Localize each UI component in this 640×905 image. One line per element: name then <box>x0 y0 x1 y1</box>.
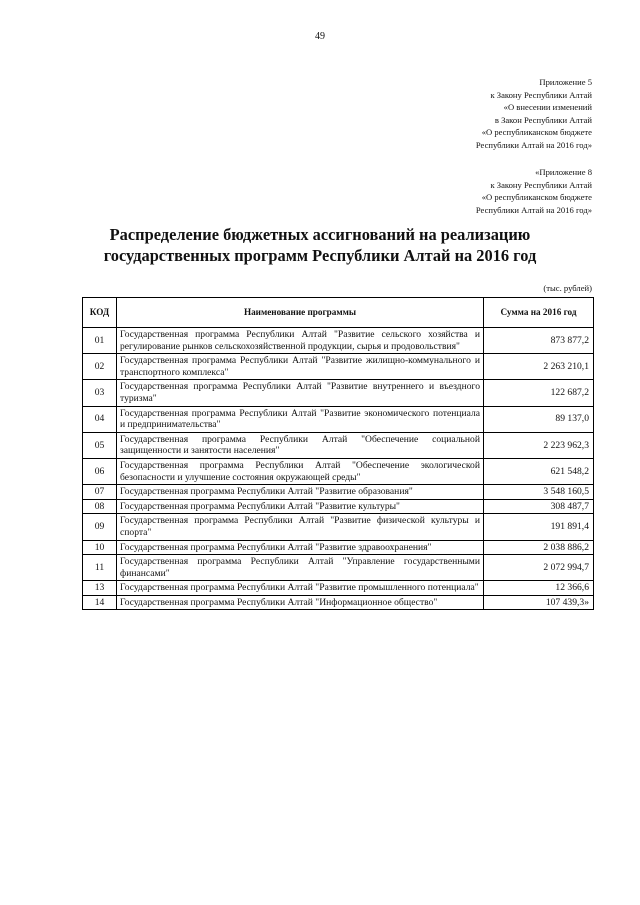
program-amount: 2 223 962,3 <box>484 432 594 458</box>
appendix-line: «О республиканском бюджете <box>481 192 592 203</box>
table-row <box>83 581 594 596</box>
program-name: Государственная программа Республики Алтай "Развитие сельского хозяйства и регулирование рынков сельскохозяйственной продукции, сырья и продовольствия" <box>117 328 484 354</box>
program-amount: 2 263 210,1 <box>484 354 594 380</box>
appendix-line: к Закону Республики Алтай <box>490 179 592 190</box>
program-name: Государственная программа Республики Алтай "Развитие внутреннего и въездного туризма" <box>117 380 484 406</box>
budget-allocation-table <box>82 297 594 610</box>
appendix-line: в Закон Республики Алтай <box>494 114 592 125</box>
program-name: Государственная программа Республики Алтай "Развитие образования" <box>117 485 484 500</box>
title-line: Распределение бюджетных ассигнований на реализацию <box>109 225 531 244</box>
appendix-line: «О внесении изменений <box>503 102 592 113</box>
units-note: (тыс. рублей) <box>543 283 592 293</box>
program-code: 13 <box>83 581 117 596</box>
program-amount: 308 487,7 <box>484 499 594 514</box>
program-name: Государственная программа Республики Алтай "Развитие физической культуры и спорта" <box>117 514 484 540</box>
appendix-8-reference <box>476 166 592 216</box>
program-amount: 873 877,2 <box>484 328 594 354</box>
table-row <box>83 595 594 610</box>
program-code: 09 <box>83 514 117 540</box>
program-code: 04 <box>83 406 117 432</box>
program-amount: 191 891,4 <box>484 514 594 540</box>
table-row <box>83 485 594 500</box>
appendix-line: Республики Алтай на 2016 год» <box>475 204 592 215</box>
table-row <box>83 514 594 540</box>
header-program-name: Наименование программы <box>117 298 484 328</box>
table-row <box>83 328 594 354</box>
page-number: 49 <box>315 31 325 42</box>
program-code: 05 <box>83 432 117 458</box>
program-code: 01 <box>83 328 117 354</box>
header-amount: Сумма на 2016 год <box>484 298 594 328</box>
program-code: 11 <box>83 555 117 581</box>
program-code: 03 <box>83 380 117 406</box>
table-header-row <box>83 298 594 328</box>
appendix-line: «Приложение 8 <box>535 167 592 177</box>
program-name: Государственная программа Республики Алтай "Развитие здравоохранения" <box>117 540 484 555</box>
table-row <box>83 555 594 581</box>
appendix-line: Приложение 5 <box>539 77 592 87</box>
appendix-line: «О республиканском бюджете <box>481 127 592 138</box>
title-line: государственных программ Республики Алтай на 2016 год <box>103 246 537 265</box>
program-code: 07 <box>83 485 117 500</box>
program-name: Государственная программа Республики Алтай "Информационное общество" <box>117 595 484 610</box>
appendix-line: к Закону Республики Алтай <box>490 89 592 100</box>
program-name: Государственная программа Республики Алтай "Обеспечение социальной защищенности и занятости населения" <box>117 432 484 458</box>
program-code: 06 <box>83 458 117 484</box>
program-amount: 3 548 160,5 <box>484 485 594 500</box>
table-row <box>83 406 594 432</box>
program-amount: 2 072 994,7 <box>484 555 594 581</box>
program-name: Государственная программа Республики Алтай "Развитие промышленного потенциала" <box>117 581 484 596</box>
program-amount: 107 439,3» <box>484 595 594 610</box>
program-amount: 621 548,2 <box>484 458 594 484</box>
program-code: 02 <box>83 354 117 380</box>
table-row <box>83 540 594 555</box>
program-amount: 122 687,2 <box>484 380 594 406</box>
appendix-line: Республики Алтай на 2016 год» <box>475 139 592 150</box>
program-code: 08 <box>83 499 117 514</box>
program-name: Государственная программа Республики Алтай "Развитие жилищно-коммунального и транспортного комплекса" <box>117 354 484 380</box>
appendix-5-reference <box>476 76 592 152</box>
program-code: 10 <box>83 540 117 555</box>
table-row <box>83 458 594 484</box>
program-amount: 12 366,6 <box>484 581 594 596</box>
table-row <box>83 380 594 406</box>
program-amount: 89 137,0 <box>484 406 594 432</box>
program-amount: 2 038 886,2 <box>484 540 594 555</box>
document-title <box>60 224 580 266</box>
program-name: Государственная программа Республики Алтай "Управление государственными финансами" <box>117 555 484 581</box>
program-name: Государственная программа Республики Алтай "Обеспечение экологической безопасности и улучшение состояния окружающей среды" <box>117 458 484 484</box>
table-row <box>83 499 594 514</box>
program-name: Государственная программа Республики Алтай "Развитие культуры" <box>117 499 484 514</box>
program-name: Государственная программа Республики Алтай "Развитие экономического потенциала и предпринимательства" <box>117 406 484 432</box>
table-row <box>83 354 594 380</box>
table-row <box>83 432 594 458</box>
header-code: КОД <box>83 298 117 328</box>
program-code: 14 <box>83 595 117 610</box>
